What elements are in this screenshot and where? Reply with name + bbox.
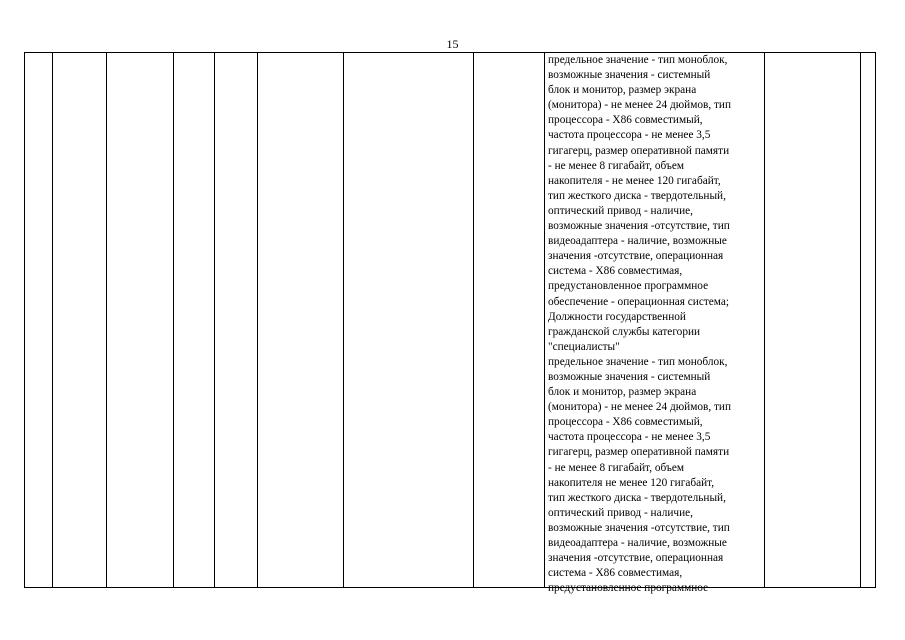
description-line: видеоадаптера - наличие, возможные bbox=[548, 537, 727, 549]
description-line: (монитора) - не менее 24 дюймов, тип bbox=[548, 99, 732, 112]
description-line: возможные значения - системный bbox=[548, 370, 711, 383]
description-line: оптический привод - наличие, bbox=[548, 506, 693, 519]
description-line: - не менее 8 гигабайт, объем bbox=[548, 159, 684, 172]
description-line: обеспечение - операционная система; bbox=[548, 295, 730, 308]
column-divider bbox=[214, 53, 215, 587]
description-line: оптический привод - наличие, bbox=[548, 204, 693, 217]
description-line: тип жесткого диска - твердотельный, bbox=[548, 189, 726, 202]
column-divider bbox=[52, 53, 53, 587]
description-line: видеоадаптера - наличие, возможные bbox=[548, 235, 727, 248]
description-line: значения -отсутствие, операционная bbox=[548, 552, 724, 565]
column-divider bbox=[343, 53, 344, 587]
specification-table bbox=[24, 52, 876, 595]
description-line: предустановленное программное bbox=[548, 280, 709, 293]
description-line: процессора - X86 совместимый, bbox=[548, 114, 703, 127]
description-line: гражданской службы категории bbox=[548, 325, 701, 338]
column-divider bbox=[473, 53, 474, 587]
description-line: накопителя - не менее 120 гигабайт, bbox=[548, 174, 721, 187]
description-line: Должности государственной bbox=[548, 310, 686, 323]
description-line: возможные значения -отсутствие, тип bbox=[548, 220, 730, 233]
description-line: "специалисты" bbox=[548, 340, 620, 353]
column-divider bbox=[544, 53, 545, 587]
column-divider bbox=[173, 53, 174, 587]
description-line: значения -отсутствие, операционная bbox=[548, 250, 724, 263]
characteristics-cell bbox=[546, 53, 772, 596]
description-line: тип жесткого диска - твердотельный, bbox=[548, 491, 726, 504]
column-divider bbox=[257, 53, 258, 587]
description-line: гигагерц, размер оперативной памяти bbox=[548, 446, 730, 459]
column-divider bbox=[860, 53, 861, 587]
description-line: предельное значение - тип моноблок, bbox=[548, 355, 728, 368]
description-line: предельное значение - тип моноблок, bbox=[548, 54, 728, 66]
description-line: блок и монитор, размер экрана bbox=[548, 84, 697, 97]
description-line: предустановленное программное bbox=[548, 582, 709, 595]
description-line: частота процессора - не менее 3,5 bbox=[548, 431, 711, 444]
description-line: частота процессора - не менее 3,5 bbox=[548, 129, 711, 142]
description-line: накопителя не менее 120 гигабайт, bbox=[548, 476, 715, 489]
description-line: возможные значения -отсутствие, тип bbox=[548, 521, 730, 534]
description-line: процессора - X86 совместимый, bbox=[548, 416, 703, 429]
description-line: - не менее 8 гигабайт, объем bbox=[548, 461, 684, 474]
description-line: (монитора) - не менее 24 дюймов, тип bbox=[548, 401, 732, 414]
description-line: блок и монитор, размер экрана bbox=[548, 386, 697, 399]
description-line: система - X86 совместимая, bbox=[548, 265, 683, 278]
description-line: гигагерц, размер оперативной памяти bbox=[548, 144, 730, 157]
description-line: возможные значения - системный bbox=[548, 69, 711, 82]
description-line: система - X86 совместимая, bbox=[548, 567, 683, 580]
page-number: 15 bbox=[446, 37, 459, 51]
column-divider bbox=[106, 53, 107, 587]
